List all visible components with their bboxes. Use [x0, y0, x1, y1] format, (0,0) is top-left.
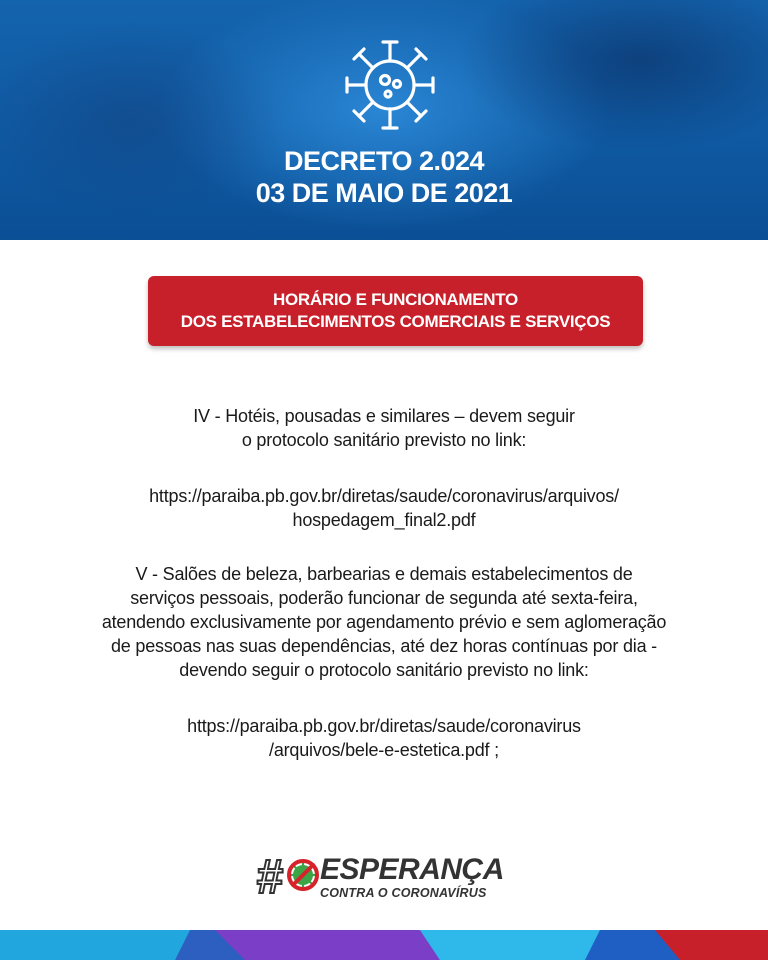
logo-hash: # — [256, 851, 283, 904]
header-banner — [0, 0, 768, 240]
item5-text-line1: V - Salões de beleza, barbearias e demais estabelecimentos de — [135, 564, 633, 584]
esperanca-logo — [256, 852, 516, 904]
decree-number: DECRETO 2.024 — [283, 146, 485, 176]
item5-link-line1: https://paraiba.pb.gov.br/diretas/saude/coronavirus — [187, 716, 581, 736]
item5-text-line2: serviços pessoais, poderão funcionar de segunda até sexta-feira, — [130, 588, 638, 608]
decree-date: 03 DE MAIO DE 2021 — [255, 178, 513, 208]
decree-content — [40, 404, 728, 762]
item4-text-line1: IV - Hotéis, pousadas e similares – devem seguir — [193, 406, 575, 426]
item5-text-line3: atendendo exclusivamente por agendamento prévio e sem aglomeração — [101, 612, 667, 632]
logo-subtitle: CONTRA O CORONAVÍRUS — [320, 886, 487, 900]
item5-text-line4: de pessoas nas suas dependências, até dez horas contínuas por dia - — [111, 636, 657, 656]
no-virus-icon — [286, 858, 320, 892]
section-banner — [148, 276, 643, 346]
logo-word: ESPERANÇA — [320, 853, 504, 886]
item4-text-line2: o protocolo sanitário previsto no link: — [241, 430, 527, 450]
item5-link-line2: /arquivos/bele-e-estetica.pdf ; — [269, 740, 499, 760]
footer-stripes — [0, 930, 768, 960]
section-banner-line1: HORÁRIO E FUNCIONAMENTO — [273, 290, 518, 309]
section-banner-line2: DOS ESTABELECIMENTOS COMERCIAIS E SERVIÇOS — [180, 312, 611, 331]
item5-text-line5: devendo seguir o protocolo sanitário previsto no link: — [179, 660, 589, 680]
item4-link-line2: hospedagem_final2.pdf — [292, 510, 476, 530]
item4-link-line1: https://paraiba.pb.gov.br/diretas/saude/coronavirus/arquivos/ — [149, 486, 619, 506]
coronavirus-icon — [335, 30, 445, 140]
